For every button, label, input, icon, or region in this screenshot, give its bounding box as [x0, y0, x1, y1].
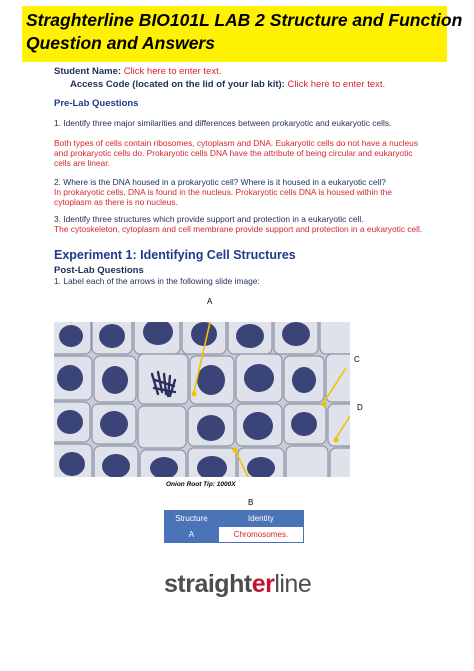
document-title: Straghterline BIO101L LAB 2 Structure and Function Question and Answers	[26, 10, 463, 53]
label-c: C	[354, 355, 360, 364]
identity-cell[interactable]: Chromosomes.	[218, 527, 303, 543]
logo-part-3: line	[274, 570, 312, 598]
header-identity: Identity	[218, 511, 303, 527]
label-d: D	[357, 403, 363, 412]
identity-table-header-row	[165, 511, 304, 527]
access-code-label: Access Code (located on the lid of your lab kit):	[70, 79, 285, 90]
header-structure: Structure	[165, 511, 219, 527]
identity-table	[164, 510, 304, 543]
student-name-row	[54, 66, 221, 77]
access-code-field[interactable]: Click here to enter text.	[287, 79, 386, 90]
logo-part-2: er	[251, 570, 275, 598]
answer-1: Both types of cells contain ribosomes, cytoplasm and DNA. Eukaryotic cells do not have a nucleus and prokaryotic cells do. Prokaryotic cells DNA have the attribute of being circular and eukaryotic cells are linear.	[54, 138, 419, 168]
image-caption: Onion Root Tip: 1000X	[166, 481, 236, 488]
student-name-field[interactable]: Click here to enter text.	[123, 66, 222, 77]
answer-3: The cytoskeleton, cytoplasm and cell membrane provide support and protection in a eukaryotic cell.	[54, 224, 423, 234]
question-2: 2. Where is the DNA housed in a prokaryotic cell? Where is it housed in a eukaryotic cell?	[54, 177, 386, 187]
label-b: B	[248, 498, 254, 507]
straighterline-logo	[164, 570, 311, 599]
postlab-heading: Post-Lab Questions	[54, 265, 144, 276]
onion-root-micrograph	[54, 322, 350, 477]
question-1: 1. Identify three major similarities and differences between prokaryotic and eukaryotic cells.	[54, 118, 392, 128]
structure-cell: A	[165, 527, 219, 543]
answer-2: In prokaryotic cells, DNA is found in the nucleus. Prokaryotic cells DNA is housed within the cytoplasm as there is no nucleus.	[54, 187, 392, 207]
student-name-label: Student Name:	[54, 66, 122, 77]
table-row	[165, 527, 304, 543]
postlab-question-1: 1. Label each of the arrows in the following slide image:	[54, 276, 260, 286]
access-code-row	[70, 79, 385, 90]
experiment-heading: Experiment 1: Identifying Cell Structures	[54, 248, 296, 262]
question-3: 3. Identify three structures which provide support and protection in a eukaryotic cell.	[54, 214, 364, 224]
logo-part-1: straight	[164, 570, 252, 598]
prelab-heading: Pre-Lab Questions	[54, 98, 139, 109]
label-a: A	[207, 297, 213, 306]
